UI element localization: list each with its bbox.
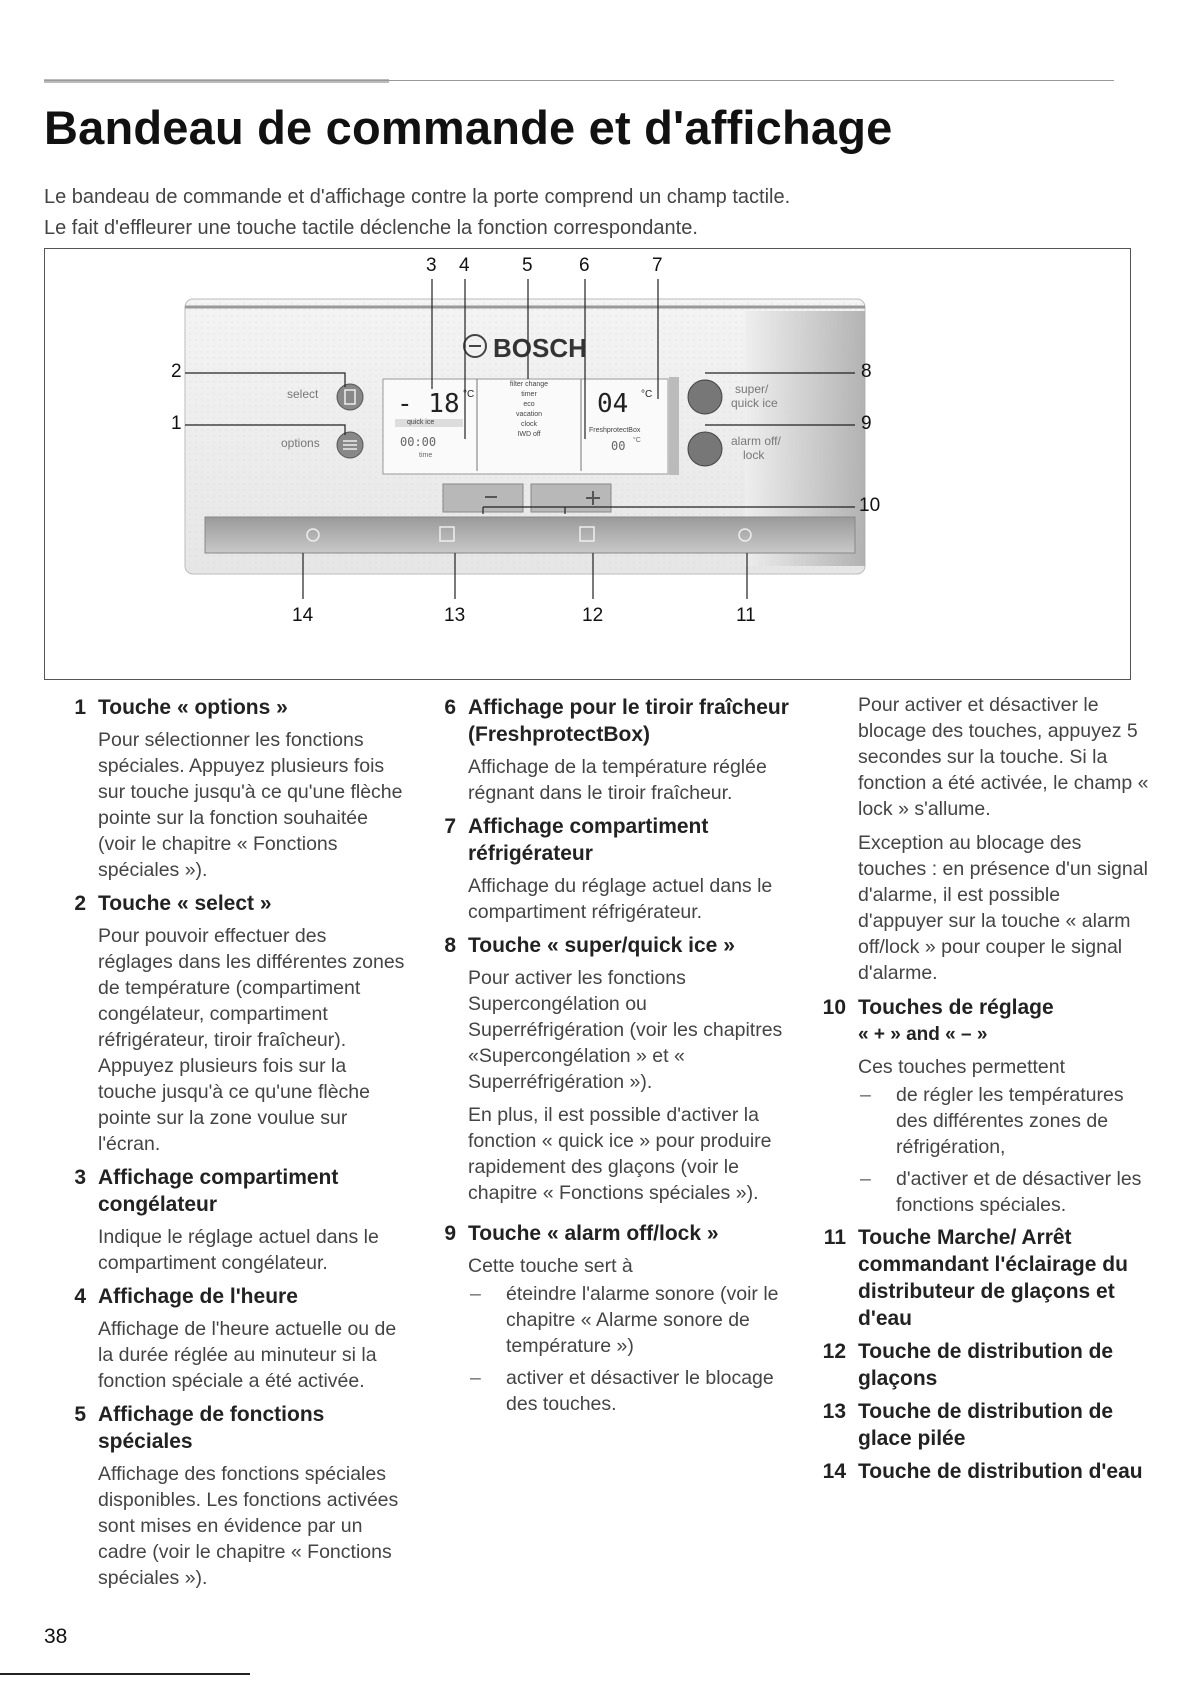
callout-10: 10: [859, 495, 881, 516]
callout-12: 12: [582, 605, 604, 626]
item-number: 5: [74, 1403, 86, 1426]
item-2: [60, 890, 405, 1157]
item-title: Touche de distribution d'eau: [858, 1460, 1143, 1483]
item-6: [430, 694, 790, 806]
item-title: Affichage de fonctions spéciales: [98, 1403, 325, 1453]
item-body: Pour activer les fonctions Supercongélation ou Superréfrigération (voir les chapitres «Supercongélation » et « Superréfrigération »). En plus, il est possible d'activer la fonction « quick ice » pour produire rapidement des glaçons (voir le chapitre « Fonctions spéciales »).: [468, 967, 783, 1204]
control-panel-figure: [44, 248, 1131, 680]
item-number: 1: [74, 696, 86, 719]
item-10: [820, 994, 1150, 1218]
item-number: 3: [74, 1166, 86, 1189]
freshprotect-label: FreshprotectBox: [589, 427, 641, 434]
super-quick-ice-button: [688, 380, 722, 414]
dash-list: [468, 1281, 790, 1417]
callout-11: 11: [736, 605, 756, 626]
item-1: [60, 694, 405, 883]
item-body: Cette touche sert à – éteindre l'alarme sonore (voir le chapitre « Alarme sonore de température ») – activer et désactiver le blocage des touches.: [468, 1253, 790, 1417]
item-12: [820, 1338, 1150, 1392]
item-title: Touches de réglage: [858, 996, 1054, 1019]
func-filter-change: filter change: [509, 381, 549, 388]
item-body: Indique le réglage actuel dans le compartiment congélateur.: [98, 1226, 379, 1274]
func-clock: clock: [521, 421, 537, 428]
callout-13: 13: [444, 605, 466, 626]
callout-5: 5: [522, 255, 533, 276]
fridge-temp-unit: °C: [641, 389, 653, 400]
item-title: Touche « select »: [98, 892, 272, 915]
item-7: [430, 813, 790, 925]
special-functions-list: [493, 380, 565, 440]
item-number: 10: [822, 996, 846, 1019]
item-11: [820, 1224, 1150, 1332]
time-label: time: [419, 452, 433, 459]
page-title: Bandeau de commande et d'affichage: [44, 101, 893, 154]
item-body: Ces touches permettent – de régler les températures des différentes zones de réfrigération, – d'activer et de désactiver les fonctions spéciales.: [858, 1054, 1150, 1218]
column-3: [820, 694, 1150, 1491]
quick-ice-button-label: quick ice: [731, 396, 778, 410]
item-number: 9: [444, 1222, 456, 1245]
header-rule: [44, 80, 1114, 81]
callout-2: 2: [171, 361, 182, 382]
list-item: – d'activer et de désactiver les fonctions spéciales.: [858, 1166, 1150, 1218]
item-title: Touche « alarm off/lock »: [468, 1222, 719, 1245]
item-14: [820, 1458, 1150, 1485]
intro-line-2: Le fait d'effleurer une touche tactile déclenche la fonction correspondante.: [44, 217, 698, 239]
item-number: 12: [822, 1340, 846, 1363]
item-number: 14: [822, 1460, 846, 1483]
item-title: Touche « options »: [98, 696, 288, 719]
item-title: Affichage de l'heure: [98, 1285, 298, 1308]
callout-7: 7: [652, 255, 663, 276]
item-number: 8: [444, 934, 456, 957]
item-number: 11: [823, 1226, 846, 1249]
item-9: [430, 1220, 790, 1417]
page-number: 38: [44, 1625, 68, 1648]
callout-1: 1: [171, 413, 182, 434]
item-body: Pour sélectionner les fonctions spéciales. Appuyez plusieurs fois sur touche jusqu'à ce qu'une flèche pointe sur la fonction souhaitée (voir le chapitre « Fonctions spéciales »).: [98, 729, 403, 881]
list-item: – de régler les températures des différentes zones de réfrigération,: [858, 1082, 1150, 1160]
func-vacation: vacation: [515, 411, 543, 418]
item-number: 13: [822, 1400, 846, 1423]
item-13: [820, 1398, 1150, 1452]
super-label: super/: [735, 382, 769, 396]
item-9-continued: Pour activer et désactiver le blocage des touches, appuyez 5 secondes sur la touche. Si la fonction a été activée, le champ « lock » s'allume. Exception au blocage des touches : en présence d'un signal d'alarme, il est possible d'appuyer sur la touche « alarm off/lock » pour couper le signal d'alarme.: [858, 694, 1149, 984]
brand-label: BOSCH: [493, 333, 587, 363]
intro-line-1: Le bandeau de commande et d'affichage contre la porte comprend un champ tactile.: [44, 186, 791, 208]
freshprotect-unit: °C: [633, 437, 641, 444]
func-iwd-off: IWD off: [517, 431, 541, 438]
item-number: 2: [74, 892, 86, 915]
quick-ice-indicator: quick ice: [407, 419, 435, 426]
select-button: [337, 384, 363, 410]
func-timer: timer: [521, 391, 537, 398]
callout-8: 8: [861, 361, 872, 382]
item-title: Affichage compartiment réfrigérateur: [468, 815, 709, 865]
func-eco: eco: [523, 401, 535, 408]
item-body: Affichage des fonctions spéciales disponibles. Les fonctions activées sont mises en évidence par un cadre (voir le chapitre « Fonctions spéciales »).: [98, 1463, 399, 1589]
alarm-label: alarm off/: [731, 434, 781, 448]
column-2: [430, 694, 790, 1423]
column-1: [60, 694, 405, 1598]
item-number: 4: [74, 1285, 86, 1308]
lock-label: lock: [743, 448, 765, 462]
item-3: [60, 1164, 405, 1276]
item-number: 7: [444, 815, 456, 838]
item-body: Affichage de l'heure actuelle ou de la durée réglée au minuteur si la fonction spéciale a été activée.: [98, 1318, 397, 1392]
item-8: [430, 932, 790, 1206]
item-title: Touche de distribution de glace pilée: [858, 1400, 1114, 1450]
options-label: options: [281, 436, 320, 450]
callout-9: 9: [861, 413, 872, 434]
callout-4: 4: [459, 255, 470, 276]
alarm-lock-button: [688, 432, 722, 466]
item-4: [60, 1283, 405, 1394]
dash-list: [858, 1082, 1150, 1218]
freezer-temp-display: - 18: [397, 389, 460, 419]
dispenser-strip: [205, 517, 855, 553]
item-title-line-2: « + » and « – »: [858, 1024, 988, 1045]
freezer-temp-unit: °C: [463, 389, 475, 400]
select-label: select: [287, 387, 319, 401]
item-title: Touche Marche/ Arrêt commandant l'éclairage du distributeur de glaçons et d'eau: [858, 1226, 1128, 1330]
freshprotect-temp: 00: [611, 439, 626, 453]
callout-6: 6: [579, 255, 590, 276]
intro-text: [44, 182, 1104, 244]
item-title: Affichage pour le tiroir fraîcheur (FreshprotectBox): [468, 696, 789, 746]
item-body: Affichage du réglage actuel dans le compartiment réfrigérateur.: [468, 875, 773, 923]
list-item: – éteindre l'alarme sonore (voir le chapitre « Alarme sonore de température »): [468, 1281, 790, 1359]
item-title: Touche « super/quick ice »: [468, 934, 735, 957]
item-title: Affichage compartiment congélateur: [98, 1166, 339, 1216]
callout-14: 14: [292, 605, 314, 626]
callout-3: 3: [426, 255, 437, 276]
clock-display: 00:00: [400, 435, 437, 449]
list-item: – activer et désactiver le blocage des touches.: [468, 1365, 790, 1417]
footer-rule: [0, 1673, 250, 1675]
item-number: 6: [444, 696, 456, 719]
fridge-temp-display: 04: [597, 389, 629, 419]
item-5: [60, 1401, 405, 1591]
item-title: Touche de distribution de glaçons: [858, 1340, 1114, 1390]
item-body: Pour pouvoir effectuer des réglages dans les différentes zones de température (compartiment congélateur, compartiment réfrigérateur, tiroir fraîcheur). Appuyez plusieurs fois sur la touche jusqu'à ce qu'une flèche pointe sur la zone voulue sur l'écran.: [98, 925, 405, 1155]
item-body: Affichage de la température réglée régnant dans le tiroir fraîcheur.: [468, 756, 767, 804]
